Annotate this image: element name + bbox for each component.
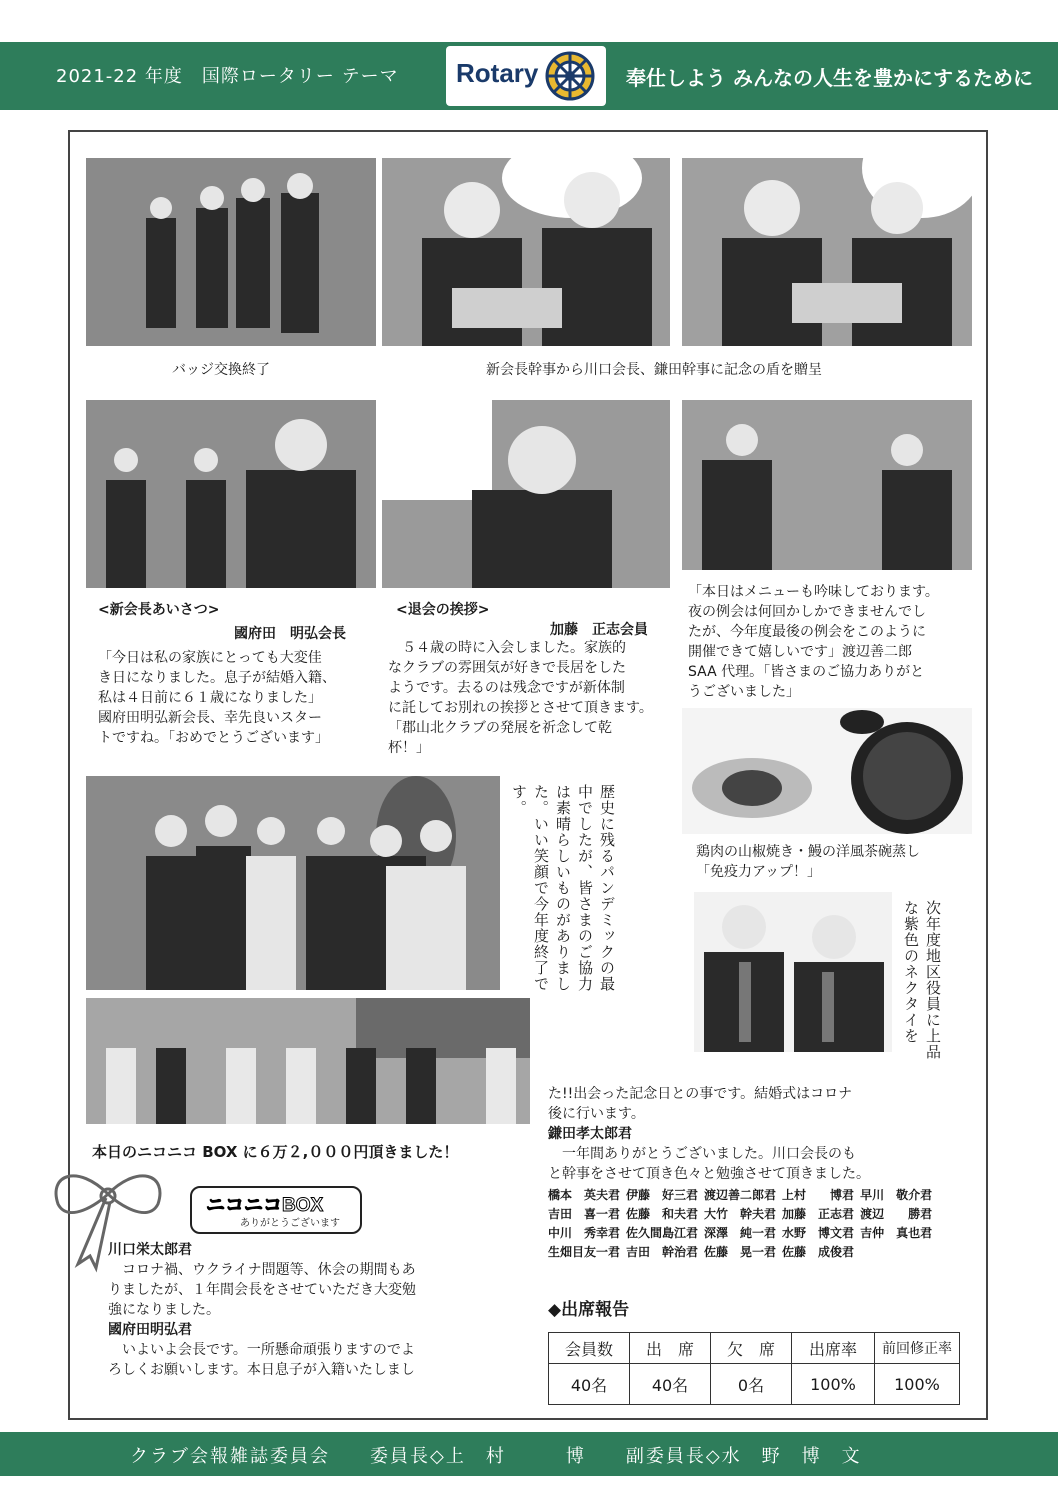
niko-box-title: ニコニコBOX [206, 1195, 324, 1216]
niko-box-subtitle: ありがとうございます [240, 1218, 340, 1229]
new-president-name: 國府田 明弘会長 [234, 626, 346, 642]
photo-farewell [382, 400, 670, 588]
photo-new-president [86, 400, 376, 588]
att-value: 40名 [630, 1364, 711, 1405]
attendance-table [548, 1332, 960, 1405]
att-header: 欠 席 [711, 1333, 792, 1364]
theme-motto: 奉仕しよう みんなの人生を豊かにするために [626, 66, 1033, 90]
theme-year: 2021-22 年度 国際ロータリー テーマ [56, 66, 399, 87]
photo-menu [682, 400, 972, 570]
caption-shield: 新会長幹事から川口会長、鎌田幹事に記念の盾を贈呈 [486, 362, 822, 378]
rotary-wheel-icon [544, 50, 596, 102]
att-header: 出 席 [630, 1333, 711, 1364]
niko-continued: た!!出会った記念日との事です。結婚式はコロナ 後に行います。 鎌田孝太郎君 一年間ありがとうございました。川口会長のも と幹事をさせて頂き色々と勉強させて頂きました。 [548, 1086, 870, 1182]
att-value: 0名 [711, 1364, 792, 1405]
pandemic-note: 歴史に残るパンデミックの最中でしたが、皆さまのご協力は素晴らしいものがありました。いい笑顔で今年度終了です。 [510, 784, 616, 992]
att-header: 出席率 [792, 1333, 875, 1364]
att-value: 100% [792, 1364, 875, 1405]
new-president-text: 「今日は私の家族にとっても大変佳 き日になりました。息子が結婚入籍、 私は４日前に６１歳になりました」 國府田明弘新会長、幸先良いスター トですね。「おめでとうございます」 [98, 650, 336, 746]
photo-group [86, 776, 500, 990]
photo-food [682, 708, 972, 834]
att-header: 前回修正率 [875, 1333, 960, 1364]
member-list: 橋本 英夫君 伊藤 好三君 渡辺善二郎君 上村 博君 早川 敬介君 吉田 喜一君 佐藤 和夫君 大竹 幹夫君 加藤 正志君 渡辺 勝君 中川 秀幸君 佐久間島江君 深澤 純一君 水野 博文君 吉仲 真也君 生畑目友一君 吉田 幹治君 佐藤 晃一君 佐藤 成俊君 [548, 1188, 933, 1259]
photo-shield-2 [682, 158, 972, 346]
new-president-heading: <新会長あいさつ> [98, 602, 220, 618]
photo-badge-exchange [86, 158, 376, 346]
att-value: 40名 [549, 1364, 630, 1405]
att-header: 会員数 [549, 1333, 630, 1364]
attendance-title: ◆出席報告 [548, 1300, 630, 1320]
necktie-note: 次年度地区役員に上品な紫色のネクタイを [902, 900, 942, 1060]
caption-badge-exchange: バッジ交換終了 [172, 362, 270, 378]
menu-note: 「本日はメニューも吟味しております。 夜の例会は何回かしかできませんでし たが、今年度最後の例会をこのように 開催できて嬉しいです」渡辺善二郎 SAA 代理。「皆さまのご協力ありがと うございました」 [688, 584, 939, 700]
rotary-logo-text: Rotary [456, 58, 539, 88]
photo-handshake [86, 998, 530, 1124]
farewell-heading: <退会の挨拶> [396, 602, 490, 618]
photo-necktie [694, 892, 892, 1052]
farewell-text: ５４歳の時に入会しました。家族的 なクラブの雰囲気が好きで長居をした ようです。去るのは残念ですが新体制 に託してお別れの挨拶とさせて頂きます。 「郡山北クラブの発展を祈念して乾 杯！」 [388, 640, 653, 756]
niko-entries: 川口栄太郎君 コロナ禍、ウクライナ問題等、休会の期間もあ りましたが、１年間会長をさせていただき大変勉 強になりました。 國府田明弘君 いよいよ会長です。一所懸命頑張りますのでよ ろしくお願いします。本日息子が入籍いたしまし [108, 1242, 416, 1378]
photo-shield-1 [382, 158, 670, 346]
niko-headline: 本日のニコニコ BOX に６万２,０００円頂きました！ [92, 1143, 459, 1161]
caption-food: 鶏肉の山椒焼き・鰻の洋風茶碗蒸し 「免疫力アップ！」 [696, 844, 920, 880]
att-value: 100% [875, 1364, 960, 1405]
footer-committee: クラブ会報雑誌委員会 委員長◇上 村 博 副委員長◇水 野 博 文 [130, 1446, 862, 1467]
farewell-name: 加藤 正志会員 [550, 622, 648, 638]
